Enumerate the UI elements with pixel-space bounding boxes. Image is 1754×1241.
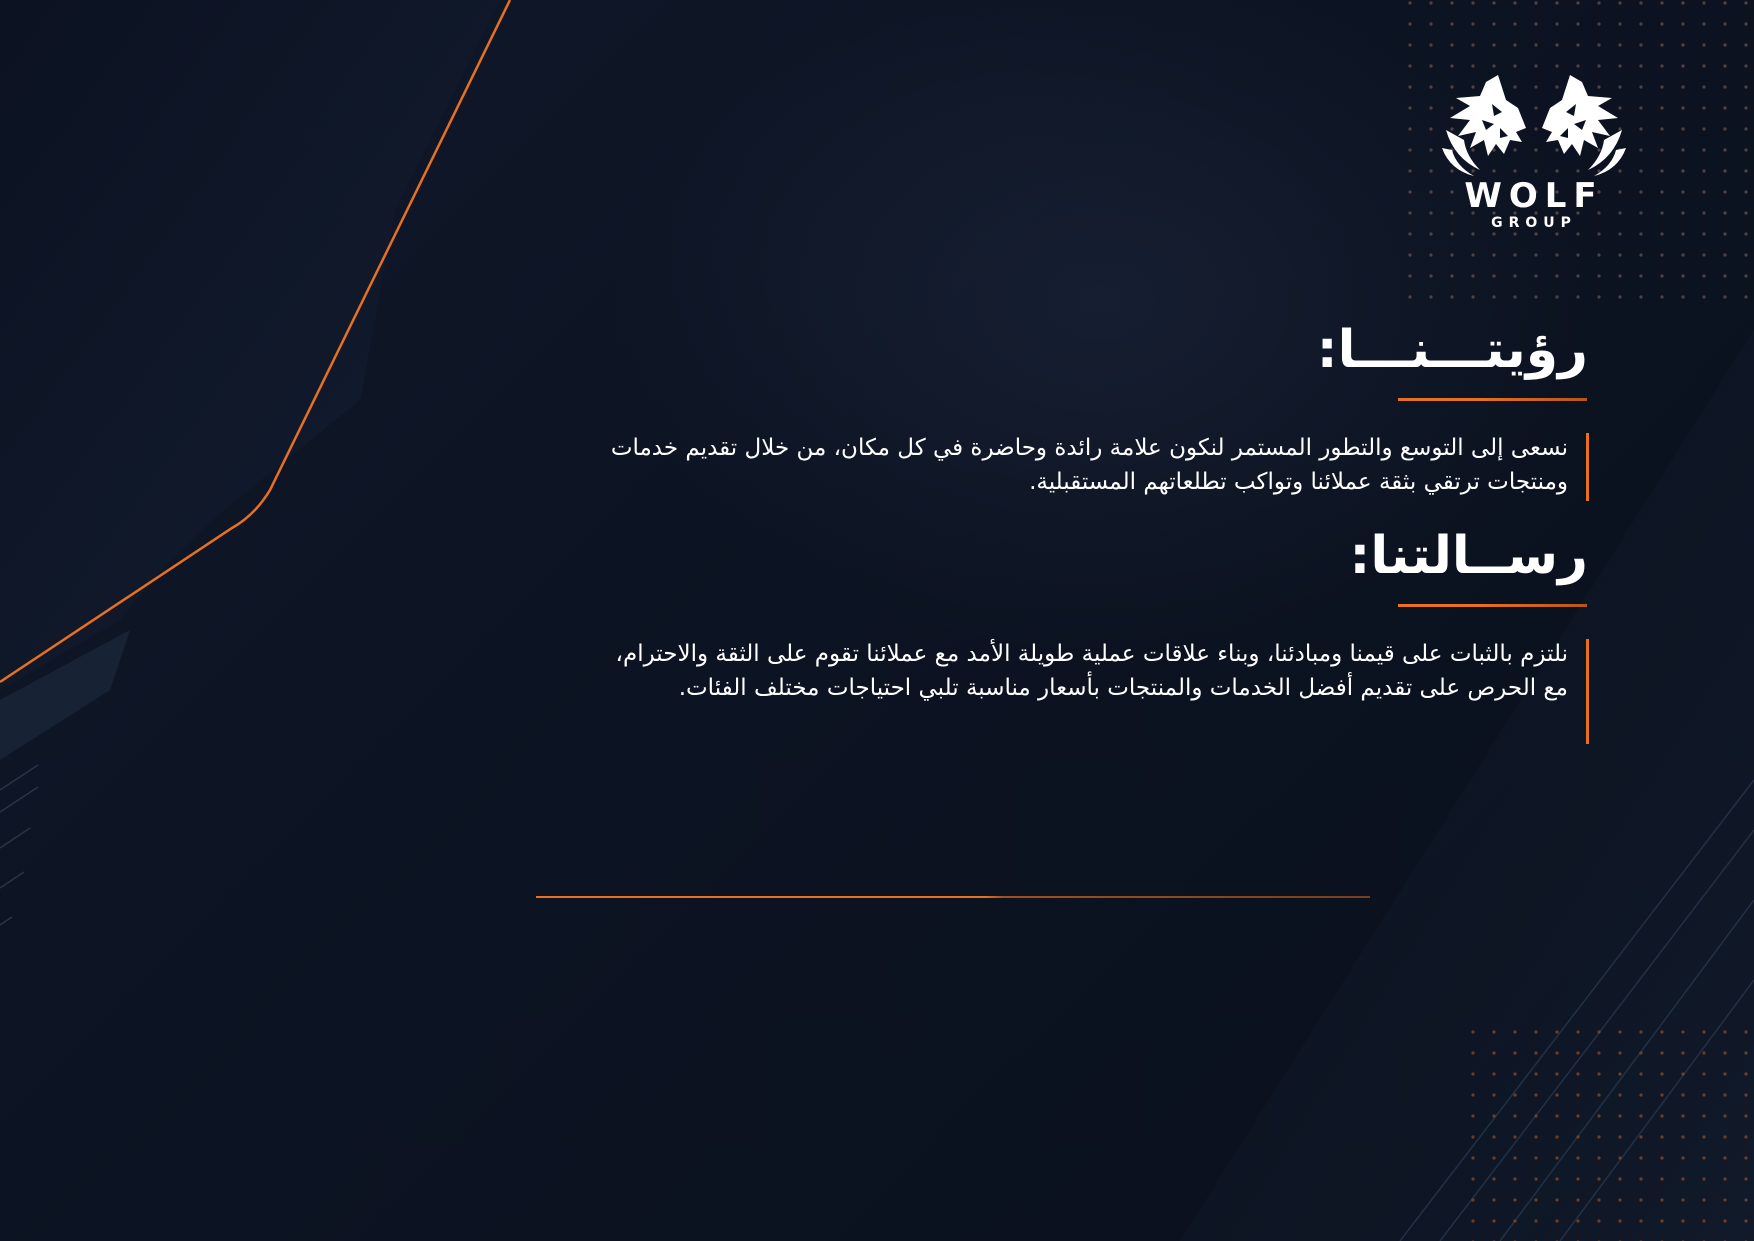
vision-heading-underline — [1398, 398, 1587, 401]
mission-accent-bar — [1586, 639, 1589, 744]
vision-text: نسعى إلى التوسع والتطور المستمر لنكون علامة رائدة وحاضرة في كل مكان، من خلال تقديم خدمات ومنتجات ترتقي بثقة عملائنا وتواكب تطلعاتهم المستقبلية. — [610, 435, 1568, 495]
mission-heading-underline — [1398, 604, 1587, 607]
vision-accent-bar — [1586, 433, 1589, 501]
bottom-divider — [536, 896, 1370, 898]
wolf-group-logo — [1436, 70, 1632, 240]
twin-wolf-heads-icon — [1436, 70, 1632, 178]
brand-subtitle: GROUP — [1491, 215, 1577, 231]
brand-name: WOLF — [1464, 176, 1604, 216]
mission-heading: رســالتنا: — [1349, 526, 1588, 586]
mission-text: نلتزم بالثبات على قيمنا ومبادئنا، وبناء علاقات عملية طويلة الأمد مع عملائنا تقوم على الثقة والاحترام، مع الحرص على تقديم أفضل الخدمات والمنتجات بأسعار مناسبة تلبي احتياجات مختلف الفئات. — [615, 641, 1568, 701]
vision-heading: رؤيتـــنـــا: — [1316, 320, 1588, 380]
